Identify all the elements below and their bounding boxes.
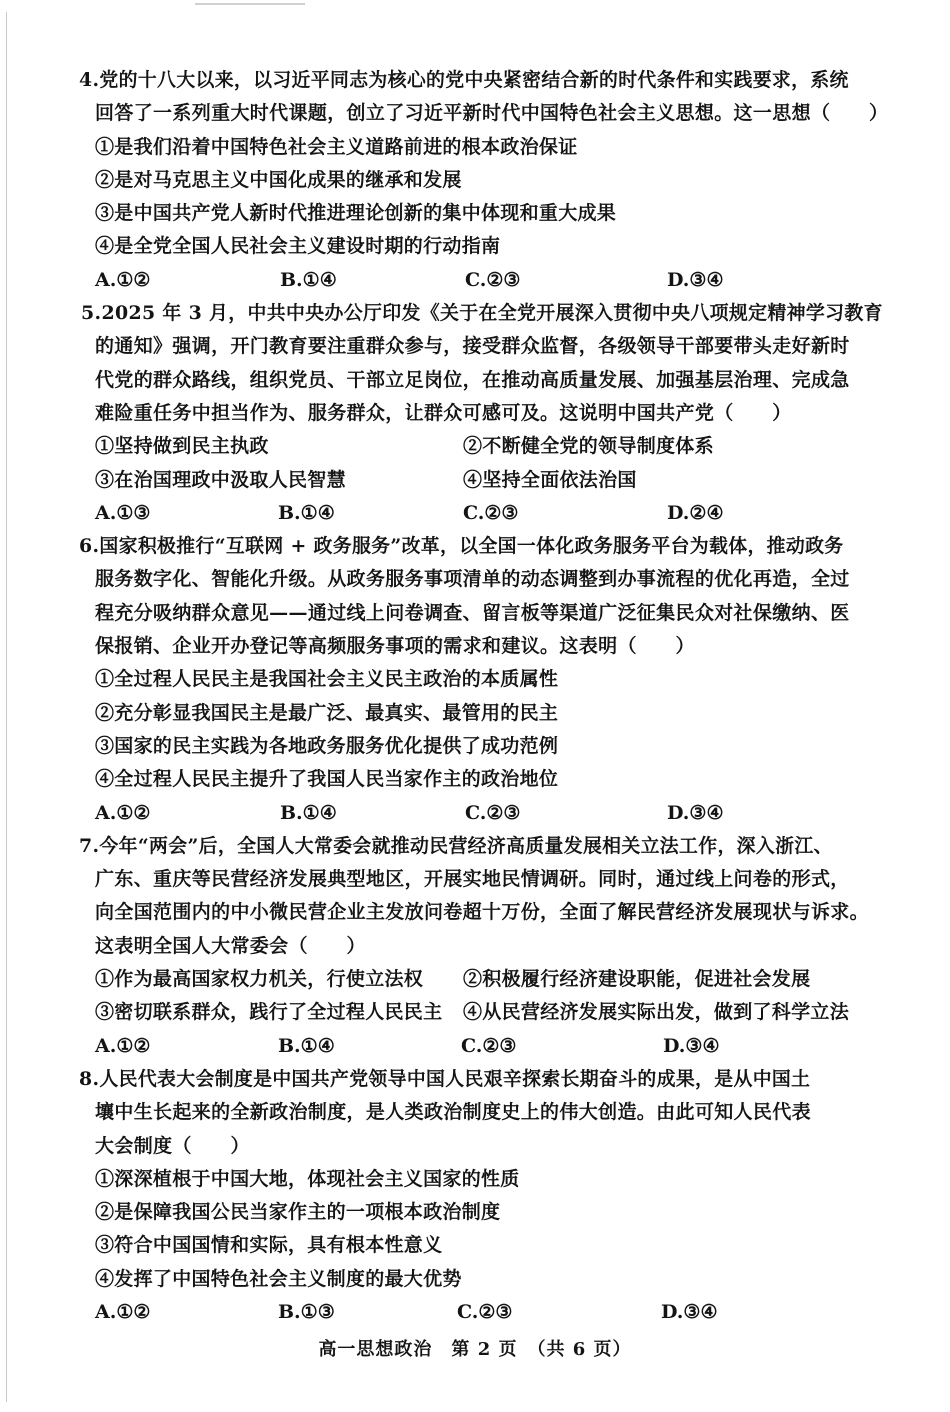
option-row bbox=[95, 963, 915, 996]
choice-b: B.①④ bbox=[278, 501, 335, 524]
question-stem bbox=[79, 1063, 915, 1163]
option-row bbox=[95, 464, 915, 497]
stem-line: 这表明全国人大常委会（ ） bbox=[95, 934, 366, 957]
stem-line: 服务数字化、智能化升级。从政务服务事项清单的动态调整到办事流程的优化再造，全过 bbox=[95, 568, 850, 591]
question-number: 7. bbox=[79, 834, 100, 857]
option-3: ③国家的民主实践为各地政务服务优化提供了成功范例 bbox=[95, 734, 559, 757]
choice-d: D.③④ bbox=[663, 1034, 720, 1057]
option-3: ③是中国共产党人新时代推进理论创新的集中体现和重大成果 bbox=[95, 202, 617, 225]
option-2: ②充分彰显我国民主是最广泛、最真实、最管用的民主 bbox=[95, 701, 559, 724]
option-1: ①是我们沿着中国特色社会主义道路前进的根本政治保证 bbox=[95, 135, 578, 158]
question-8 bbox=[79, 1063, 915, 1329]
answer-choices bbox=[95, 1030, 915, 1063]
choice-a: A.①② bbox=[95, 801, 151, 824]
choice-c: C.②③ bbox=[465, 268, 521, 291]
choice-b: B.①④ bbox=[280, 801, 337, 824]
answer-choices bbox=[95, 497, 915, 530]
question-number: 4. bbox=[79, 69, 100, 91]
stem-line: 5.2025 年 3 月，中共中央办公厅印发《关于在全党开展深入贯彻中央八项规定精神学习教育 bbox=[81, 302, 883, 325]
scan-mark bbox=[195, 3, 305, 5]
option-4: ④发挥了中国特色社会主义制度的最大优势 bbox=[95, 1267, 462, 1290]
option-row bbox=[95, 996, 915, 1029]
stem-line: 广东、重庆等民营经济发展典型地区，开展实地民情调研。同时，通过线上问卷的形式， bbox=[95, 868, 850, 891]
answer-choices bbox=[95, 1296, 915, 1329]
option-2: ②是对马克思主义中国化成果的继承和发展 bbox=[95, 168, 462, 191]
option-2: ②不断健全党的领导制度体系 bbox=[463, 435, 714, 458]
page-footer: 高一思想政治 第 2 页 （共 6 页） bbox=[318, 1339, 632, 1360]
choice-a: A.①② bbox=[95, 1034, 151, 1057]
stem-line: 程充分吸纳群众意见——通过线上问卷调查、留言板等渠道广泛征集民众对社保缴纳、医 bbox=[95, 601, 850, 624]
question-stem bbox=[79, 830, 915, 963]
question-stem bbox=[79, 530, 915, 663]
question-5 bbox=[81, 297, 915, 530]
option-row bbox=[95, 430, 915, 463]
choice-b: B.①④ bbox=[278, 1034, 335, 1057]
stem-line: 难险重任务中担当作为、服务群众，让群众可感可及。这说明中国共产党（ ） bbox=[95, 401, 792, 424]
stem-line: 大会制度（ ） bbox=[95, 1134, 250, 1157]
choice-b: B.①③ bbox=[278, 1300, 335, 1323]
option-4: ④是全党全国人民社会主义建设时期的行动指南 bbox=[95, 235, 501, 258]
stem-line: 壤中生长起来的全新政治制度，是人类政治制度史上的伟大创造。由此可知人民代表 bbox=[95, 1101, 811, 1124]
choice-d: D.③④ bbox=[661, 1300, 718, 1323]
question-number: 6. bbox=[79, 535, 100, 558]
answer-choices bbox=[95, 797, 915, 830]
question-4 bbox=[79, 64, 915, 297]
option-2: ②积极履行经济建设职能，促进社会发展 bbox=[463, 968, 811, 991]
choice-d: D.③④ bbox=[667, 801, 724, 824]
option-2: ②是保障我国公民当家作主的一项根本政治制度 bbox=[95, 1201, 501, 1224]
choice-a: A.①② bbox=[95, 1300, 151, 1323]
choice-c: C.②③ bbox=[457, 1300, 513, 1323]
stem-line: 4.党的十八大以来，以习近平同志为核心的党中央紧密结合新的时代条件和实践要求，系统 bbox=[79, 69, 849, 91]
question-stem bbox=[81, 297, 915, 430]
stem-line: 的通知》强调，开门教育要注重群众参与，接受群众监督，各级领导干部要带头走好新时 bbox=[95, 335, 850, 358]
option-3: ③密切联系群众，践行了全过程人民民主 bbox=[95, 1001, 443, 1024]
choice-a: A.①③ bbox=[95, 501, 151, 524]
option-1: ①坚持做到民主执政 bbox=[95, 435, 269, 458]
option-4: ④从民营经济发展实际出发，做到了科学立法 bbox=[463, 1001, 850, 1024]
choice-c: C.②③ bbox=[465, 801, 521, 824]
option-4: ④全过程人民民主提升了我国人民当家作主的政治地位 bbox=[95, 768, 559, 791]
choice-c: C.②③ bbox=[463, 501, 519, 524]
question-number: 8. bbox=[79, 1067, 100, 1090]
stem-line: 回答了一系列重大时代课题，创立了习近平新时代中国特色社会主义思想。这一思想（ ） bbox=[95, 102, 889, 125]
option-3: ③在治国理政中汲取人民智慧 bbox=[95, 468, 346, 491]
stem-line: 7.今年“两会”后，全国人大常委会就推动民营经济高质量发展相关立法工作，深入浙江、 bbox=[79, 834, 833, 857]
option-1: ①深深植根于中国大地，体现社会主义国家的性质 bbox=[95, 1167, 520, 1190]
question-stem bbox=[79, 64, 915, 131]
option-3: ③符合中国国情和实际，具有根本性意义 bbox=[95, 1234, 443, 1257]
choice-c: C.②③ bbox=[461, 1034, 517, 1057]
stem-line: 代党的群众路线，组织党员、干部立足岗位，在推动高质量发展、加强基层治理、完成急 bbox=[95, 368, 850, 391]
choice-a: A.①② bbox=[95, 268, 151, 291]
option-1: ①作为最高国家权力机关，行使立法权 bbox=[95, 968, 424, 991]
stem-line: 保报销、企业开办登记等高频服务事项的需求和建议。这表明（ ） bbox=[95, 635, 695, 658]
option-4: ④坚持全面依法治国 bbox=[463, 468, 637, 491]
choice-d: D.③④ bbox=[667, 268, 724, 291]
question-7 bbox=[79, 830, 915, 1063]
question-list bbox=[79, 64, 915, 1329]
stem-line: 8.人民代表大会制度是中国共产党领导中国人民艰辛探索长期奋斗的成果，是从中国土 bbox=[79, 1067, 811, 1090]
answer-choices bbox=[95, 264, 915, 297]
question-6 bbox=[79, 530, 915, 830]
binding-line bbox=[6, 12, 7, 1402]
choice-b: B.①④ bbox=[280, 268, 337, 291]
option-1: ①全过程人民民主是我国社会主义民主政治的本质属性 bbox=[95, 668, 559, 691]
question-number: 5. bbox=[81, 302, 102, 325]
stem-line: 向全国范围内的中小微民营企业主发放问卷超十万份，全面了解民营经济发展现状与诉求。 bbox=[95, 901, 870, 924]
stem-line: 6.国家积极推行“互联网 + 政务服务”改革，以全国一体化政务服务平台为载体，推动政务 bbox=[79, 535, 844, 558]
choice-d: D.②④ bbox=[667, 501, 724, 524]
